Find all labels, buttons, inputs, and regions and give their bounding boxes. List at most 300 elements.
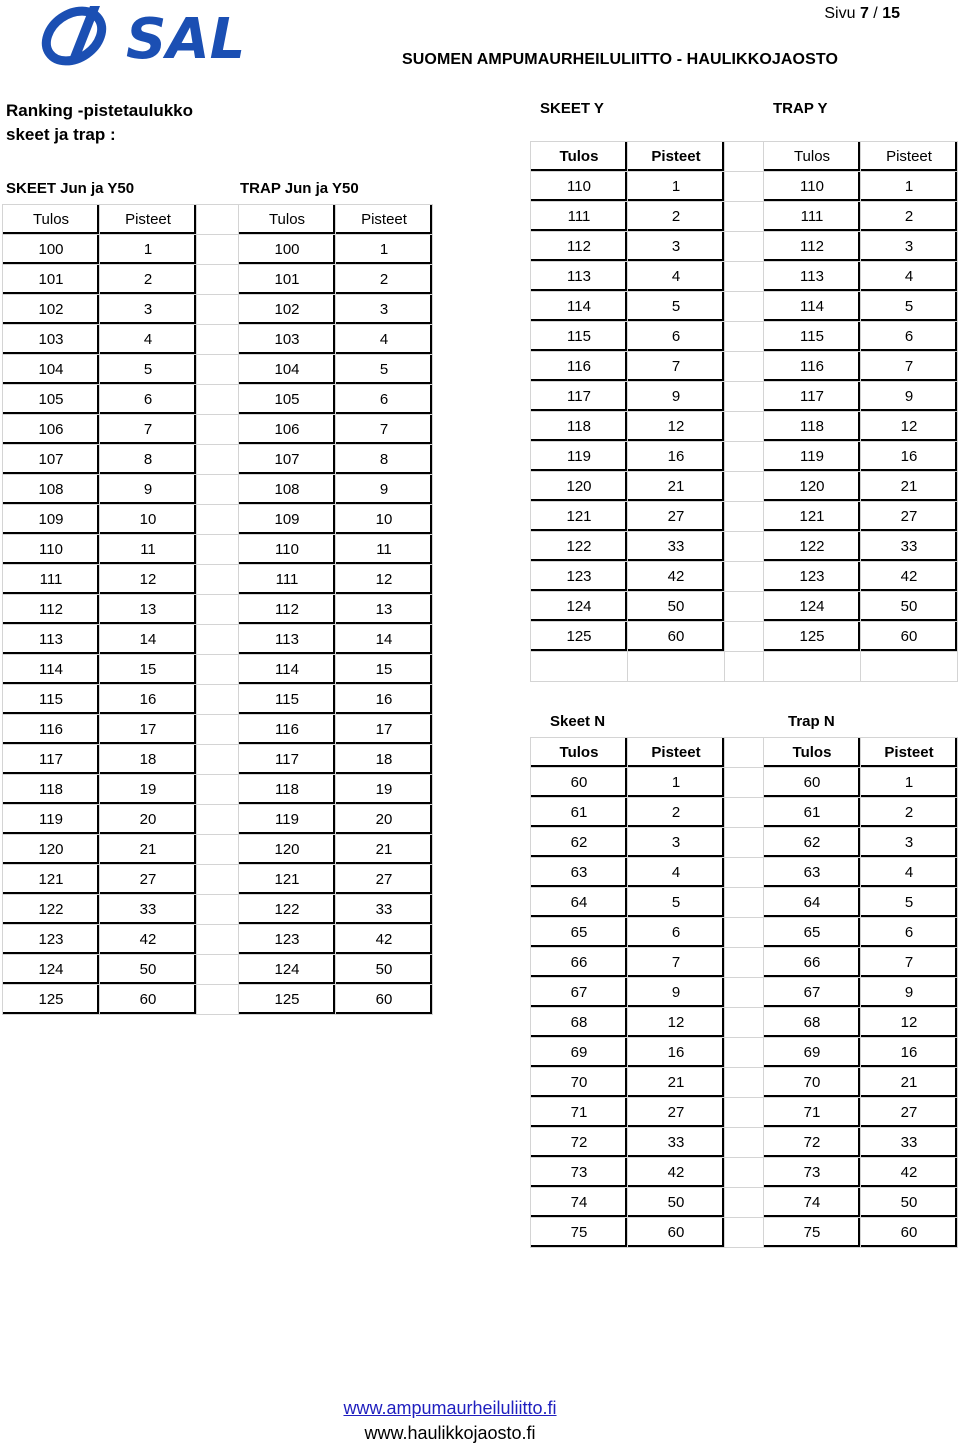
spacer-cell (197, 355, 239, 385)
spacer-cell (725, 1128, 764, 1158)
table-row (531, 202, 958, 232)
table-row (531, 1068, 958, 1098)
pisteet-cell: 19 (336, 775, 433, 805)
table-row (239, 685, 433, 715)
tulos-cell: 122 (531, 532, 628, 562)
pisteet-cell: 2 (861, 798, 958, 828)
tulos-cell: 114 (764, 292, 861, 322)
table-row (239, 325, 433, 355)
tulos-cell: 123 (3, 925, 100, 955)
pisteet-cell: 21 (100, 835, 197, 865)
table-row (3, 325, 239, 355)
page-current: 7 (859, 5, 869, 22)
page-prefix: Sivu (824, 5, 860, 22)
pisteet-cell: 1 (861, 172, 958, 202)
tulos-cell: 116 (3, 715, 100, 745)
pisteet-cell: 50 (628, 592, 725, 622)
pisteet-cell: 60 (628, 622, 725, 652)
trap-jun-title: TRAP Jun ja Y50 (240, 180, 359, 197)
pisteet-cell: 50 (628, 1188, 725, 1218)
spacer-cell (725, 592, 764, 622)
tulos-cell: 68 (764, 1008, 861, 1038)
tulos-cell: 110 (531, 172, 628, 202)
pisteet-cell: 9 (628, 978, 725, 1008)
table-row (239, 595, 433, 625)
pisteet-cell: 3 (861, 232, 958, 262)
tulos-cell: 74 (764, 1188, 861, 1218)
tulos-cell: 69 (531, 1038, 628, 1068)
pisteet-cell: 20 (100, 805, 197, 835)
table-row (239, 655, 433, 685)
table-row (531, 948, 958, 978)
tulos-cell: 119 (3, 805, 100, 835)
tulos-cell: 62 (764, 828, 861, 858)
pisteet-cell: 20 (336, 805, 433, 835)
spacer-cell (197, 895, 239, 925)
pisteet-cell: 17 (100, 715, 197, 745)
pisteet-cell: 10 (100, 505, 197, 535)
tulos-cell: 114 (239, 655, 336, 685)
table-row (3, 625, 239, 655)
pisteet-cell: 42 (861, 1158, 958, 1188)
tulos-cell: 67 (764, 978, 861, 1008)
title-line-2: skeet ja trap : (6, 125, 116, 144)
pisteet-cell: 6 (861, 918, 958, 948)
pisteet-cell: 33 (861, 532, 958, 562)
tulos-cell: 121 (3, 865, 100, 895)
spacer-cell (725, 738, 764, 768)
table-row (3, 475, 239, 505)
tulos-cell: 103 (239, 325, 336, 355)
pisteet-cell: 60 (861, 622, 958, 652)
spacer-cell (725, 142, 764, 172)
tulos-cell: 107 (3, 445, 100, 475)
spacer-cell (197, 925, 239, 955)
tulos-cell: 61 (764, 798, 861, 828)
pisteet-cell: 7 (861, 948, 958, 978)
pisteet-cell: 50 (336, 955, 433, 985)
table-row (3, 835, 239, 865)
spacer-cell (725, 532, 764, 562)
table-row (3, 715, 239, 745)
tulos-cell: 102 (239, 295, 336, 325)
tulos-cell: 73 (531, 1158, 628, 1188)
pisteet-cell: 4 (861, 858, 958, 888)
tulos-cell: 116 (531, 352, 628, 382)
tulos-cell: 65 (764, 918, 861, 948)
spacer-cell (197, 715, 239, 745)
table-row (531, 382, 958, 412)
tulos-cell: 109 (239, 505, 336, 535)
spacer-cell (725, 828, 764, 858)
tulos-cell: 110 (764, 172, 861, 202)
table-row (239, 265, 433, 295)
table-row (531, 262, 958, 292)
tulos-cell: 122 (3, 895, 100, 925)
pisteet-cell: 50 (861, 592, 958, 622)
table-row (239, 355, 433, 385)
spacer-cell (197, 805, 239, 835)
tulos-cell: 109 (3, 505, 100, 535)
tulos-cell: 124 (764, 592, 861, 622)
table-row (239, 385, 433, 415)
tulos-cell: 120 (531, 472, 628, 502)
tulos-cell: 72 (764, 1128, 861, 1158)
spacer-cell (725, 918, 764, 948)
pisteet-cell: 6 (628, 918, 725, 948)
tulos-cell: 112 (764, 232, 861, 262)
tulos-cell: 62 (531, 828, 628, 858)
tulos-cell: 125 (764, 622, 861, 652)
tulos-cell: 69 (764, 1038, 861, 1068)
tulos-cell: 125 (3, 985, 100, 1015)
pisteet-cell: 27 (628, 1098, 725, 1128)
spacer-cell (725, 1098, 764, 1128)
pisteet-cell: 2 (100, 265, 197, 295)
tulos-cell: 123 (239, 925, 336, 955)
header-row (239, 205, 433, 235)
table-row (3, 265, 239, 295)
n-class-table (530, 737, 958, 1248)
tulos-header: Tulos (531, 142, 628, 172)
spacer-cell (725, 1158, 764, 1188)
table-row (239, 445, 433, 475)
pisteet-cell: 12 (861, 1008, 958, 1038)
table-row (3, 505, 239, 535)
table-row (239, 625, 433, 655)
pisteet-cell: 21 (861, 472, 958, 502)
pisteet-cell: 6 (336, 385, 433, 415)
tulos-cell: 119 (239, 805, 336, 835)
sal-logo (38, 2, 268, 68)
pisteet-cell: 21 (336, 835, 433, 865)
tulos-cell: 68 (531, 1008, 628, 1038)
tulos-cell: 118 (3, 775, 100, 805)
tulos-cell: 110 (3, 535, 100, 565)
table-row (531, 592, 958, 622)
trap-n-title: Trap N (788, 713, 835, 730)
pisteet-header: Pisteet (861, 142, 958, 172)
spacer-cell (725, 262, 764, 292)
pisteet-cell: 5 (628, 292, 725, 322)
pisteet-header: Pisteet (861, 738, 958, 768)
pisteet-cell: 33 (861, 1128, 958, 1158)
tulos-cell: 60 (764, 768, 861, 798)
page-sep: / (868, 5, 883, 22)
tulos-cell: 60 (531, 768, 628, 798)
tulos-cell: 123 (531, 562, 628, 592)
tulos-cell: 114 (3, 655, 100, 685)
table-row (239, 985, 433, 1015)
empty-cell (628, 652, 725, 682)
spacer-cell (725, 412, 764, 442)
tulos-cell: 123 (764, 562, 861, 592)
table-row (3, 535, 239, 565)
spacer-cell (197, 655, 239, 685)
pisteet-cell: 21 (628, 1068, 725, 1098)
pisteet-cell: 33 (336, 895, 433, 925)
pisteet-cell: 6 (100, 385, 197, 415)
tulos-cell: 121 (764, 502, 861, 532)
tulos-cell: 67 (531, 978, 628, 1008)
pisteet-header: Pisteet (100, 205, 197, 235)
footer-link-1-wrap (0, 1398, 900, 1419)
page-title (6, 99, 193, 147)
tulos-cell: 118 (764, 412, 861, 442)
pisteet-cell: 8 (336, 445, 433, 475)
tulos-cell: 70 (764, 1068, 861, 1098)
pisteet-cell: 16 (628, 442, 725, 472)
pisteet-cell: 16 (336, 685, 433, 715)
table-row (531, 1158, 958, 1188)
spacer-cell (197, 385, 239, 415)
spacer-cell (725, 1068, 764, 1098)
table-row (3, 775, 239, 805)
tulos-cell: 63 (764, 858, 861, 888)
tulos-cell: 122 (764, 532, 861, 562)
pisteet-cell: 16 (628, 1038, 725, 1068)
pisteet-cell: 7 (336, 415, 433, 445)
tulos-cell: 124 (531, 592, 628, 622)
table-row (3, 985, 239, 1015)
tulos-cell: 75 (531, 1218, 628, 1248)
tulos-cell: 116 (239, 715, 336, 745)
table-row (3, 595, 239, 625)
pisteet-cell: 15 (336, 655, 433, 685)
tulos-cell: 120 (764, 472, 861, 502)
tulos-cell: 105 (239, 385, 336, 415)
spacer-cell (197, 955, 239, 985)
spacer-cell (197, 535, 239, 565)
tulos-cell: 105 (3, 385, 100, 415)
tulos-cell: 119 (531, 442, 628, 472)
table-row (531, 1128, 958, 1158)
table-row (3, 355, 239, 385)
table-row (239, 865, 433, 895)
table-row (239, 475, 433, 505)
spacer-cell (725, 352, 764, 382)
tulos-cell: 115 (239, 685, 336, 715)
pisteet-cell: 18 (336, 745, 433, 775)
pisteet-cell: 42 (861, 562, 958, 592)
table-row (531, 1188, 958, 1218)
empty-row (531, 652, 958, 682)
table-row (3, 865, 239, 895)
pisteet-cell: 8 (100, 445, 197, 475)
tulos-cell: 65 (531, 918, 628, 948)
table-row (531, 1218, 958, 1248)
spacer-cell (725, 1038, 764, 1068)
table-row (3, 955, 239, 985)
skeet-y-title: SKEET Y (540, 100, 604, 117)
pisteet-cell: 1 (100, 235, 197, 265)
spacer-cell (725, 858, 764, 888)
pisteet-cell: 2 (628, 202, 725, 232)
tulos-cell: 71 (531, 1098, 628, 1128)
tulos-cell: 117 (764, 382, 861, 412)
tulos-cell: 63 (531, 858, 628, 888)
pisteet-cell: 1 (628, 172, 725, 202)
tulos-cell: 117 (3, 745, 100, 775)
table-row (3, 385, 239, 415)
pisteet-cell: 4 (100, 325, 197, 355)
pisteet-cell: 16 (861, 442, 958, 472)
pisteet-cell: 3 (628, 232, 725, 262)
pisteet-cell: 12 (628, 412, 725, 442)
pisteet-cell: 7 (100, 415, 197, 445)
pisteet-cell: 19 (100, 775, 197, 805)
tulos-cell: 73 (764, 1158, 861, 1188)
table-row (3, 805, 239, 835)
pisteet-cell: 21 (628, 472, 725, 502)
empty-cell (725, 652, 764, 682)
pisteet-cell: 3 (628, 828, 725, 858)
y-class-table (530, 141, 958, 682)
table-row (531, 828, 958, 858)
table-row (239, 835, 433, 865)
spacer-cell (725, 322, 764, 352)
tulos-header: Tulos (531, 738, 628, 768)
spacer-cell (725, 622, 764, 652)
trap-y-title: TRAP Y (773, 100, 828, 117)
footer-link-1[interactable]: www.ampumaurheiluliitto.fi (343, 1398, 557, 1418)
pisteet-cell: 12 (336, 565, 433, 595)
skeet-n-title: Skeet N (550, 713, 606, 730)
spacer-cell (725, 948, 764, 978)
tulos-cell: 117 (239, 745, 336, 775)
pisteet-cell: 3 (336, 295, 433, 325)
pisteet-cell: 33 (628, 532, 725, 562)
tulos-cell: 113 (239, 625, 336, 655)
pisteet-cell: 27 (861, 502, 958, 532)
table-row (531, 532, 958, 562)
table-row (239, 565, 433, 595)
tulos-cell: 104 (239, 355, 336, 385)
pisteet-cell: 42 (336, 925, 433, 955)
spacer-cell (197, 445, 239, 475)
pisteet-cell: 4 (861, 262, 958, 292)
table-row (3, 295, 239, 325)
tulos-cell: 111 (239, 565, 336, 595)
pisteet-cell: 11 (336, 535, 433, 565)
table-row (531, 978, 958, 1008)
pisteet-cell: 27 (628, 502, 725, 532)
table-row (239, 415, 433, 445)
tulos-cell: 112 (531, 232, 628, 262)
tulos-cell: 75 (764, 1218, 861, 1248)
tulos-cell: 111 (531, 202, 628, 232)
tulos-cell: 115 (3, 685, 100, 715)
tulos-cell: 74 (531, 1188, 628, 1218)
tulos-cell: 124 (3, 955, 100, 985)
pisteet-cell: 5 (861, 292, 958, 322)
table-row (531, 292, 958, 322)
spacer-cell (725, 888, 764, 918)
tulos-cell: 113 (764, 262, 861, 292)
tulos-cell: 103 (3, 325, 100, 355)
pisteet-cell: 60 (100, 985, 197, 1015)
pisteet-header: Pisteet (628, 142, 725, 172)
empty-cell (531, 652, 628, 682)
pisteet-cell: 27 (100, 865, 197, 895)
pisteet-cell: 9 (100, 475, 197, 505)
pisteet-cell: 10 (336, 505, 433, 535)
tulos-cell: 102 (3, 295, 100, 325)
tulos-cell: 114 (531, 292, 628, 322)
table-row (531, 798, 958, 828)
spacer-cell (725, 472, 764, 502)
tulos-cell: 101 (239, 265, 336, 295)
table-row (239, 715, 433, 745)
pisteet-cell: 12 (100, 565, 197, 595)
table-row (3, 655, 239, 685)
tulos-cell: 113 (3, 625, 100, 655)
pisteet-cell: 33 (628, 1128, 725, 1158)
pisteet-cell: 42 (628, 1158, 725, 1188)
spacer-cell (197, 415, 239, 445)
pisteet-cell: 12 (628, 1008, 725, 1038)
pisteet-cell: 9 (861, 382, 958, 412)
tulos-cell: 118 (531, 412, 628, 442)
spacer-cell (197, 625, 239, 655)
table-row (3, 235, 239, 265)
table-row (3, 445, 239, 475)
pisteet-cell: 14 (336, 625, 433, 655)
table-row (531, 232, 958, 262)
tulos-cell: 72 (531, 1128, 628, 1158)
tulos-cell: 111 (764, 202, 861, 232)
tulos-cell: 115 (764, 322, 861, 352)
pisteet-cell: 1 (861, 768, 958, 798)
tulos-cell: 107 (239, 445, 336, 475)
tulos-cell: 112 (239, 595, 336, 625)
pisteet-cell: 3 (861, 828, 958, 858)
pisteet-cell: 7 (628, 352, 725, 382)
tulos-cell: 108 (239, 475, 336, 505)
spacer-cell (725, 798, 764, 828)
pisteet-cell: 60 (861, 1218, 958, 1248)
spacer-cell (197, 505, 239, 535)
pisteet-cell: 18 (100, 745, 197, 775)
footer-link-2[interactable]: www.haulikkojaosto.fi (364, 1423, 536, 1443)
table-row (3, 415, 239, 445)
pisteet-cell: 50 (861, 1188, 958, 1218)
spacer-cell (197, 295, 239, 325)
pisteet-cell: 12 (861, 412, 958, 442)
pisteet-cell: 16 (100, 685, 197, 715)
pisteet-cell: 1 (628, 768, 725, 798)
spacer-cell (725, 232, 764, 262)
tulos-cell: 121 (239, 865, 336, 895)
spacer-cell (725, 1188, 764, 1218)
tulos-cell: 112 (3, 595, 100, 625)
table-row (531, 442, 958, 472)
pisteet-cell: 17 (336, 715, 433, 745)
pisteet-cell: 7 (861, 352, 958, 382)
table-row (239, 925, 433, 955)
spacer-cell (197, 235, 239, 265)
table-row (239, 535, 433, 565)
tulos-header: Tulos (239, 205, 336, 235)
tulos-cell: 119 (764, 442, 861, 472)
pisteet-cell: 13 (336, 595, 433, 625)
tulos-header: Tulos (764, 738, 861, 768)
pisteet-cell: 60 (336, 985, 433, 1015)
spacer-cell (725, 1008, 764, 1038)
tulos-cell: 113 (531, 262, 628, 292)
pisteet-cell: 9 (336, 475, 433, 505)
table-row (3, 925, 239, 955)
